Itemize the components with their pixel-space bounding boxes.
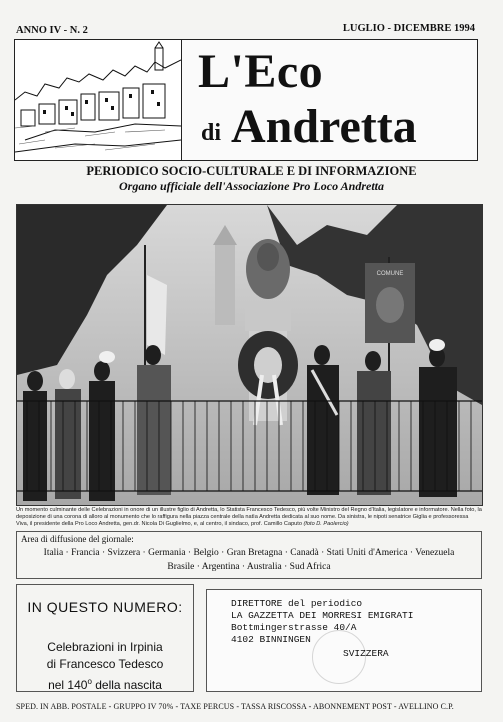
masthead-tagline: Organo ufficiale dell'Associazione Pro Loco Andretta [118,179,384,193]
address-line-2: LA GAZZETTA DEI MORRESI EMIGRATI [231,610,414,621]
masthead-subtitle: PERIODICO SOCIO-CULTURALE E DI INFORMAZIONE [86,164,417,178]
in-this-issue-headline [17,639,193,694]
address-line-3: Bottmingerstrasse 40/A [231,622,357,633]
masthead-title-di: di [201,120,222,146]
diffusion-countries-1: Italia · Francia · Svizzera · Germania · Belgio · Gran Bretagna · Canadà · Stati Uniti d'America · Venezuela [43,548,455,558]
address-line-5: SVIZZERA [343,648,389,659]
photo-credit: (foto D. Paolercio) [303,521,349,527]
photo-caption [16,507,482,528]
masthead-title-andretta: Andretta [231,100,417,153]
postmark-stamp [312,630,366,684]
headline-line-1: Celebrazioni in Irpinia [47,640,163,654]
headline-line-2: di Francesco Tedesco [46,657,164,671]
cover-photo [16,204,483,506]
caption-text: Un momento culminante delle Celebrazioni in onore di un illustre figlio di Andretta, lo Statista Francesco Tedesco, più volte Ministro del Regno d'Italia, legislatore e informatore. Nella foto, la deposizione di una corona di alloro al monumento che lo raffigura nella piazza centrale della natìa Andretta dedicata al suo nome. Da sinistra, le nipoti senatrice Giglia e professoressa Viva, il presidente della Pro Loco Andretta, gen.dr. Nicola Di Guglielmo, e, al centro, il sindaco, prof. Camillo Caputo [16,507,482,527]
issue-number: ANNO IV - N. 2 [16,25,88,36]
diffusion-box [16,531,482,579]
masthead-title: L'Eco [198,45,324,98]
in-this-issue-heading: IN QUESTO NUMERO: [27,599,183,615]
village-illustration [15,40,182,160]
diffusion-label: Area di diffusione del giornale: [21,534,134,544]
banner-text: COMUNE [376,271,404,277]
diffusion-countries-2: Brasile · Argentina · Australia · Sud Africa [167,562,331,572]
issue-period: LUGLIO - DICEMBRE 1994 [342,23,475,34]
headline-line-3: nel 140$^o$ della nascita [48,677,162,692]
postal-footer: SPED. IN ABB. POSTALE - GRUPPO IV 70% - TAXE PERCUS - TASSA RISCOSSA - ABONNEMENT POST - AVELLINO C.P. [16,702,454,711]
address-line-1: DIRETTORE del periodico [231,598,363,609]
address-line-4: 4102 BINNINGEN [231,634,311,645]
in-this-issue-box [16,584,194,692]
masthead [14,39,478,161]
